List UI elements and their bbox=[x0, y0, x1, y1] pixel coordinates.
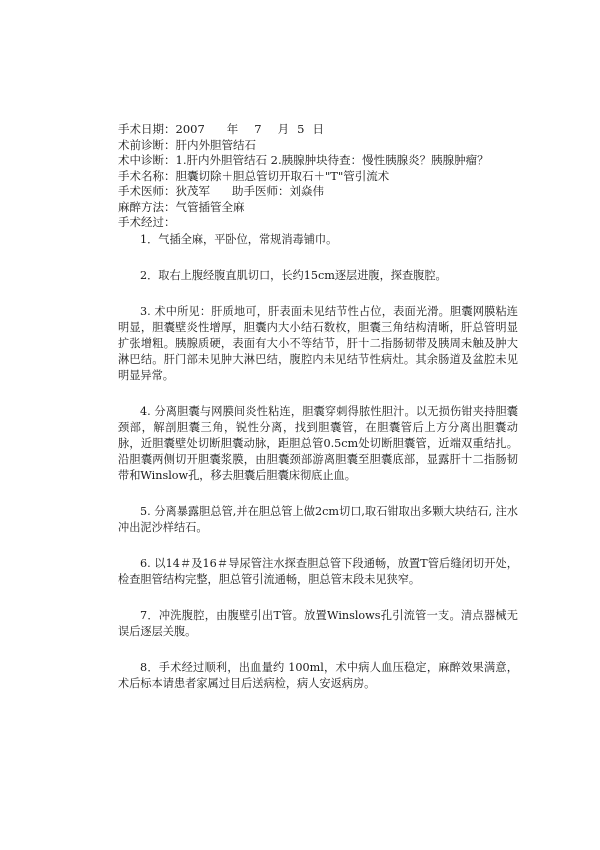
preop-diagnosis-value: 肝内外胆管结石 bbox=[175, 137, 256, 152]
operation-record bbox=[118, 122, 518, 712]
surgery-date-line bbox=[118, 122, 518, 138]
intraop-diagnosis-line bbox=[118, 153, 518, 169]
surgery-date-day: 5 bbox=[297, 122, 305, 136]
course-label: 手术经过： bbox=[118, 215, 176, 229]
step-2: 2．取右上腹经腹直肌切口，长约15cm逐层进腹，探查腹腔。 bbox=[140, 268, 447, 282]
surgeon-label: 手术医师： bbox=[118, 184, 176, 198]
step-7: 7．冲洗腹腔，由腹壁引出T管。放置Winslows孔引流管一支。清点器械无误后逐层关腹。 bbox=[118, 608, 518, 638]
anesthesia-label: 麻醉方法： bbox=[118, 199, 176, 214]
intraop-diagnosis-value: 1.肝内外胆管结石 2.胰腺肿块待查：慢性胰腺炎？胰腺肿瘤？ bbox=[175, 153, 489, 167]
step-3: 3. 术中所见：肝质地可，肝表面未见结节性占位，表面光滑。胆囊网膜粘连明显，胆囊壁炎性增厚，胆囊内大小结石数枚，胆囊三角结构清晰，肝总管明显扩张增粗。胰腺质硬，表面有大小不等结节，肝十二指肠韧带及胰周未触及肿大淋巴结。肝门部未见肿大淋巴结，腹腔内未见结节性病灶。其余肠道及盆腔未见明显异常。 bbox=[118, 304, 518, 382]
step-1: 1．气插全麻，平卧位，常规消毒铺巾。 bbox=[140, 232, 338, 246]
preop-diagnosis-label: 术前诊断： bbox=[118, 137, 176, 152]
preop-diagnosis-line bbox=[118, 138, 518, 154]
surgery-date-day-unit: 日 bbox=[312, 122, 324, 136]
intraop-diagnosis-label: 术中诊断： bbox=[118, 153, 176, 167]
surgeon-line bbox=[118, 184, 518, 200]
assistant-label: 助手医师： bbox=[232, 184, 290, 198]
course-heading bbox=[118, 215, 518, 231]
procedure-name-label: 手术名称： bbox=[118, 168, 176, 183]
surgery-date-month: 7 bbox=[254, 122, 262, 136]
step-5: 5. 分离暴露胆总管,并在胆总管上做2cm切口,取石钳取出多颗大块结石, 注水冲出泥沙样结石。 bbox=[118, 504, 518, 534]
procedure-name-line bbox=[118, 169, 518, 185]
surgery-date-year: 2007 bbox=[175, 122, 205, 136]
surgery-date-label: 手术日期： bbox=[118, 122, 176, 136]
assistant-value: 刘焱伟 bbox=[289, 184, 324, 198]
surgery-date-year-unit: 年 bbox=[226, 122, 239, 136]
anesthesia-line bbox=[118, 200, 518, 216]
step-8: 8．手术经过顺利，出血量约 100ml，术中病人血压稳定，麻醉效果满意，术后标本请患者家属过目后送病检，病人安返病房。 bbox=[118, 660, 518, 690]
procedure-name-value: 胆囊切除＋胆总管切开取石＋"T"管引流术 bbox=[175, 168, 390, 183]
step-4: 4. 分离胆囊与网膜间炎性粘连，胆囊穿刺得脓性胆汁。以无损伤钳夹持胆囊颈部，解剖胆囊三角，锐性分离，找到胆囊管，在胆囊管后上方分离出胆囊动脉，近胆囊壁处切断胆囊动脉，距胆总管0.5cm处切断胆囊管，近端双重结扎。沿胆囊两侧切开胆囊浆膜，由胆囊颈部游离胆囊至胆囊底部，显露肝十二指肠韧带和Winslow孔，移去胆囊后胆囊床彻底止血。 bbox=[118, 404, 518, 482]
surgeon-value: 狄茂军 bbox=[175, 184, 210, 198]
surgery-date-month-unit: 月 bbox=[277, 122, 290, 136]
anesthesia-value: 气管插管全麻 bbox=[175, 199, 245, 214]
step-6: 6. 以14＃及16＃导尿管注水探查胆总管下段通畅，放置T管后缝闭切开处，检查胆管结构完整，胆总管引流通畅，胆总管末段未见狭窄。 bbox=[118, 556, 518, 586]
